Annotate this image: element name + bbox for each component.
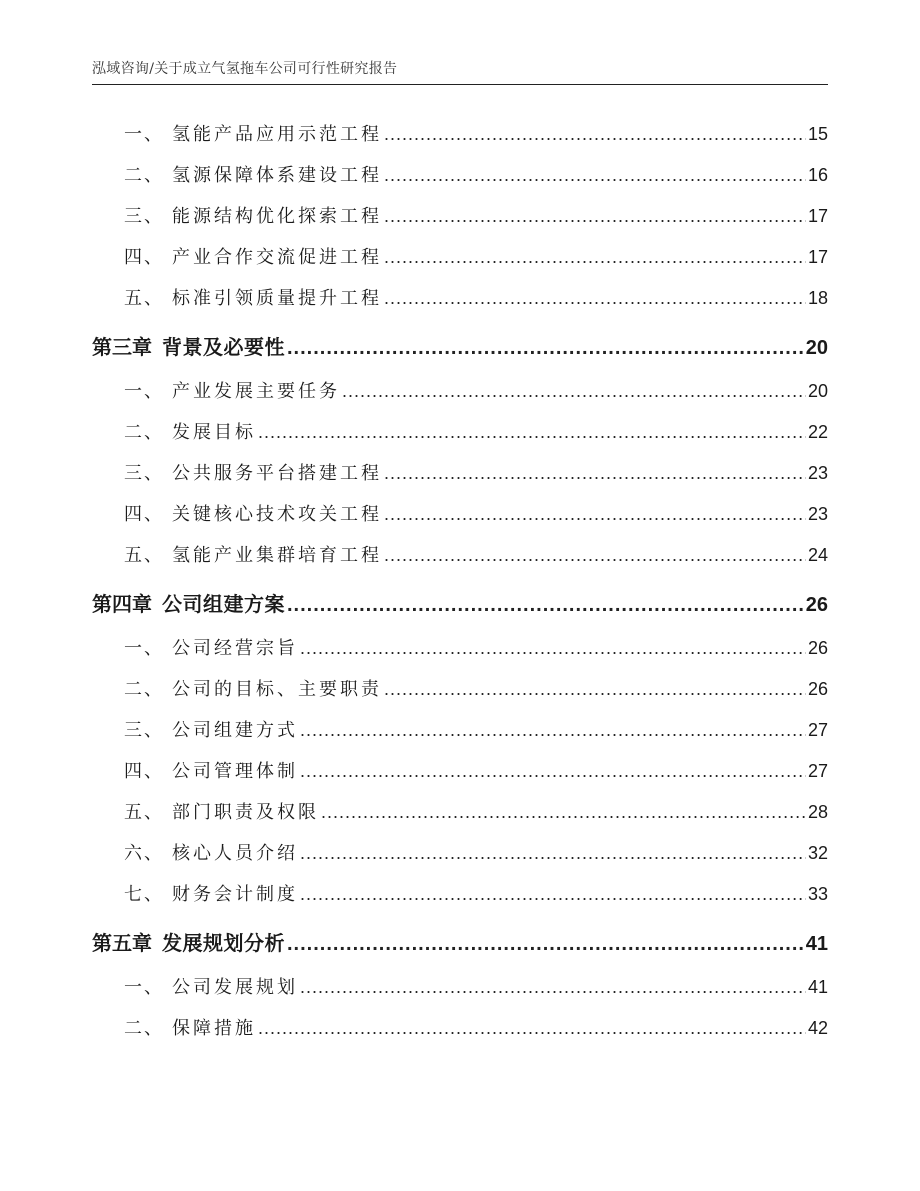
toc-entry-page: 17 xyxy=(807,206,828,226)
dot-leader xyxy=(384,155,806,196)
chapter-title: 背景及必要性 xyxy=(162,335,285,359)
toc-entry[interactable] xyxy=(92,114,828,155)
chapter-page: 41 xyxy=(805,933,828,955)
toc-entry[interactable] xyxy=(92,371,828,412)
toc-chapter[interactable] xyxy=(92,915,828,967)
toc-entry-page: 42 xyxy=(807,1018,828,1038)
toc-entry[interactable] xyxy=(92,669,828,710)
toc-entry-title: 公司的目标、主要职责 xyxy=(172,679,382,700)
dot-leader xyxy=(258,412,806,453)
toc-entry-title: 部门职责及权限 xyxy=(172,802,319,823)
toc-entry-number: 一、 xyxy=(124,638,164,659)
toc-entry-number: 四、 xyxy=(124,761,164,782)
toc-entry-title: 氢能产品应用示范工程 xyxy=(172,124,382,145)
running-header: 泓域咨询/关于成立气氢拖车公司可行性研究报告 xyxy=(92,61,398,77)
header-divider xyxy=(92,84,828,85)
toc-entry-title: 发展目标 xyxy=(172,422,256,443)
toc-entry[interactable] xyxy=(92,628,828,669)
toc-entry-number: 三、 xyxy=(124,463,164,484)
toc-entry[interactable] xyxy=(92,833,828,874)
toc-entry[interactable] xyxy=(92,494,828,535)
dot-leader xyxy=(321,792,806,833)
toc-entry-number: 一、 xyxy=(124,124,164,145)
chapter-number: 第五章 xyxy=(92,931,152,955)
dot-leader xyxy=(287,916,804,972)
toc-entry-title: 公司管理体制 xyxy=(172,761,298,782)
toc-entry-title: 公司组建方式 xyxy=(172,720,298,741)
toc-entry-page: 32 xyxy=(807,843,828,863)
toc-entry-page: 26 xyxy=(807,679,828,699)
dot-leader xyxy=(384,196,806,237)
toc-entry-page: 18 xyxy=(807,288,828,308)
toc-entry[interactable] xyxy=(92,967,828,1008)
chapter-page: 20 xyxy=(805,337,828,359)
toc-entry-number: 一、 xyxy=(124,977,164,998)
toc-entry-number: 五、 xyxy=(124,288,164,309)
toc-entry-number: 一、 xyxy=(124,381,164,402)
chapter-page: 26 xyxy=(805,594,828,616)
toc-entry-title: 能源结构优化探索工程 xyxy=(172,206,382,227)
toc-entry-page: 27 xyxy=(807,720,828,740)
toc-entry-title: 公司经营宗旨 xyxy=(172,638,298,659)
toc-entry-title: 关键核心技术攻关工程 xyxy=(172,504,382,525)
toc-entry[interactable] xyxy=(92,196,828,237)
toc-entry[interactable] xyxy=(92,874,828,915)
dot-leader xyxy=(384,494,806,535)
dot-leader xyxy=(384,535,806,576)
toc-entry[interactable] xyxy=(92,237,828,278)
dot-leader xyxy=(384,669,806,710)
toc-entry[interactable] xyxy=(92,453,828,494)
toc-entry-title: 财务会计制度 xyxy=(172,884,298,905)
dot-leader xyxy=(300,710,806,751)
dot-leader xyxy=(300,967,806,1008)
dot-leader xyxy=(287,320,804,376)
toc-entry-page: 24 xyxy=(807,545,828,565)
dot-leader xyxy=(287,577,804,633)
toc-entry-number: 三、 xyxy=(124,206,164,227)
toc-entry[interactable] xyxy=(92,751,828,792)
toc-entry-title: 产业合作交流促进工程 xyxy=(172,247,382,268)
toc-entry-number: 四、 xyxy=(124,504,164,525)
toc-entry-title: 核心人员介绍 xyxy=(172,843,298,864)
chapter-title: 发展规划分析 xyxy=(162,931,285,955)
toc-entry-number: 二、 xyxy=(124,1018,164,1039)
toc-entry-number: 七、 xyxy=(124,884,164,905)
toc-entry-number: 五、 xyxy=(124,545,164,566)
chapter-title: 公司组建方案 xyxy=(162,592,285,616)
toc-entry[interactable] xyxy=(92,278,828,319)
toc-entry[interactable] xyxy=(92,155,828,196)
toc-chapter[interactable] xyxy=(92,319,828,371)
toc-entry-title: 氢能产业集群培育工程 xyxy=(172,545,382,566)
dot-leader xyxy=(300,874,806,915)
toc-entry-page: 23 xyxy=(807,504,828,524)
toc-entry-page: 27 xyxy=(807,761,828,781)
toc-entry[interactable] xyxy=(92,1008,828,1049)
toc-entry-page: 28 xyxy=(807,802,828,822)
toc-entry-page: 41 xyxy=(807,977,828,997)
dot-leader xyxy=(300,833,806,874)
toc-entry-number: 六、 xyxy=(124,843,164,864)
toc-entry-number: 二、 xyxy=(124,679,164,700)
dot-leader xyxy=(384,278,806,319)
toc-entry-page: 20 xyxy=(807,381,828,401)
toc-chapter[interactable] xyxy=(92,576,828,628)
dot-leader xyxy=(384,453,806,494)
toc-entry[interactable] xyxy=(92,412,828,453)
toc-entry[interactable] xyxy=(92,535,828,576)
dot-leader xyxy=(384,237,806,278)
toc-entry-number: 二、 xyxy=(124,165,164,186)
dot-leader xyxy=(300,628,806,669)
dot-leader xyxy=(258,1008,806,1049)
toc-entry-page: 22 xyxy=(807,422,828,442)
toc-entry-title: 公司发展规划 xyxy=(172,977,298,998)
toc-entry-number: 四、 xyxy=(124,247,164,268)
toc-entry-title: 产业发展主要任务 xyxy=(172,381,340,402)
chapter-number: 第三章 xyxy=(92,335,152,359)
dot-leader xyxy=(384,114,806,155)
toc-entry-title: 氢源保障体系建设工程 xyxy=(172,165,382,186)
toc-entry-number: 二、 xyxy=(124,422,164,443)
toc-entry-number: 五、 xyxy=(124,802,164,823)
dot-leader xyxy=(342,371,806,412)
toc-entry-page: 23 xyxy=(807,463,828,483)
toc-entry-page: 33 xyxy=(807,884,828,904)
toc-entry-page: 26 xyxy=(807,638,828,658)
chapter-number: 第四章 xyxy=(92,592,152,616)
toc-entry-number: 三、 xyxy=(124,720,164,741)
toc-entry-page: 17 xyxy=(807,247,828,267)
toc-entry-title: 公共服务平台搭建工程 xyxy=(172,463,382,484)
toc-entry[interactable] xyxy=(92,710,828,751)
toc-entry-page: 15 xyxy=(807,124,828,144)
toc-entry-page: 16 xyxy=(807,165,828,185)
table-of-contents xyxy=(92,114,828,1049)
dot-leader xyxy=(300,751,806,792)
toc-entry-title: 保障措施 xyxy=(172,1018,256,1039)
toc-entry[interactable] xyxy=(92,792,828,833)
toc-entry-title: 标准引领质量提升工程 xyxy=(172,288,382,309)
